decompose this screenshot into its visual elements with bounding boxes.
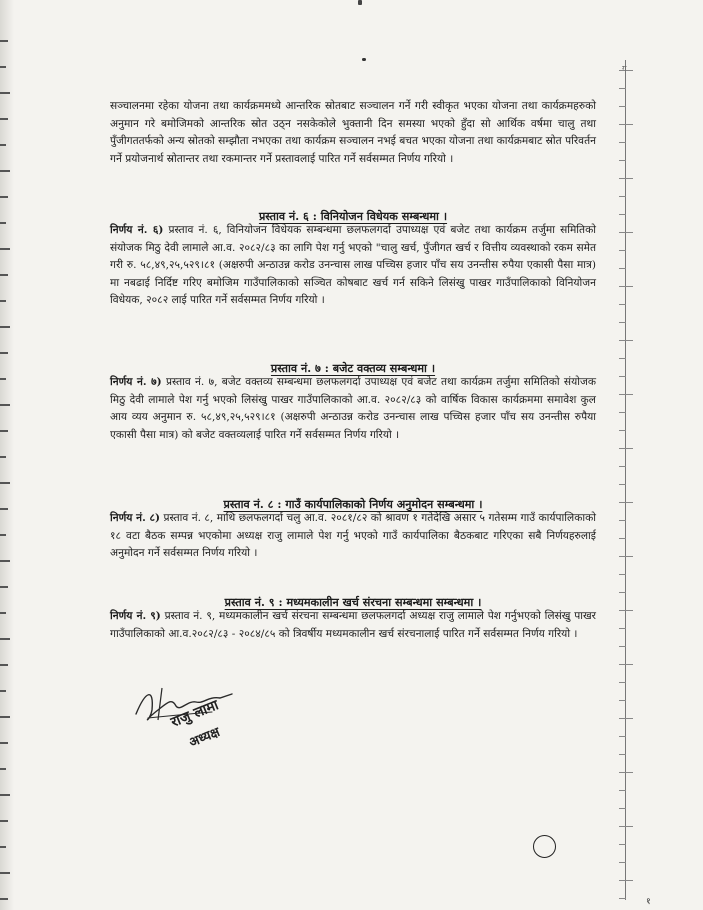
edge-tick (0, 612, 6, 614)
edge-tick (0, 794, 10, 796)
ruler-mark (619, 358, 626, 359)
edge-tick (0, 118, 8, 120)
ruler-mark (619, 808, 626, 809)
decision-label-7: निर्णय नं. ७) (110, 376, 162, 388)
edge-tick (0, 66, 6, 68)
ink-dot (362, 58, 366, 61)
signatory-designation: अध्यक्ष (187, 724, 223, 751)
ruler-mark (619, 628, 626, 629)
ruler-mark (619, 880, 633, 881)
circle-mark (533, 835, 556, 858)
binding-edge (0, 0, 14, 910)
edge-tick (0, 898, 8, 900)
ruler-mark (619, 376, 626, 377)
ruler-mark (619, 142, 626, 143)
ruler-mark (619, 664, 633, 665)
decision-label-8: निर्णय नं. ८) (110, 512, 161, 524)
edge-tick (0, 716, 10, 718)
ruler-mark (619, 790, 626, 791)
ruler-line (625, 60, 626, 900)
decision-paragraph-9 (110, 608, 596, 643)
edge-tick (0, 456, 6, 458)
ruler-mark (619, 268, 626, 269)
ruler-mark (619, 412, 626, 413)
edge-tick (0, 560, 10, 562)
section-title-9: प्रस्ताव नं. ९ : मध्यमकालीन खर्च संरचना सम्बन्धमा सम्बन्धमा । (224, 595, 482, 609)
edge-tick (0, 326, 10, 328)
ruler-mark (619, 520, 626, 521)
ruler-mark (619, 448, 633, 449)
ruler-mark (619, 304, 626, 305)
ruler-mark (619, 322, 626, 323)
edge-tick (0, 430, 8, 432)
ruler-mark (619, 844, 626, 845)
ruler-mark (619, 160, 626, 161)
ruler-mark (619, 340, 633, 341)
signatory-name: राजु लामा (168, 697, 221, 731)
edge-tick (0, 40, 8, 42)
edge-tick (0, 846, 6, 848)
edge-tick (0, 820, 8, 822)
decision-text-9: प्रस्ताव नं. ९, मध्यमकालीन खर्च संरचना सम्बन्धमा छलफलगर्दा अध्यक्ष राजु लामाले पेश गर्नुभएको लिसंखु पाखर गाउँपालिकाको आ.व.२०८२/८३ - २०८४/८५ को त्रिवर्षीय मध्यमकालीन खर्च संरचनालाई पारित गर्ने सर्वसम्मत निर्णय गरियो । (110, 610, 596, 640)
edge-tick (0, 872, 10, 874)
decision-paragraph-6 (110, 222, 596, 310)
ruler-mark (619, 178, 633, 179)
ruler-mark (619, 646, 626, 647)
ruler-mark (619, 556, 633, 557)
edge-tick (0, 352, 8, 354)
decision-paragraph-7 (110, 374, 596, 444)
decision-paragraph-8 (110, 510, 596, 563)
edge-tick (0, 404, 10, 406)
ruler-mark (619, 610, 633, 611)
corner-mark: ग (622, 64, 627, 73)
edge-tick (0, 170, 10, 172)
edge-tick (0, 196, 8, 198)
ruler-mark (619, 538, 626, 539)
edge-tick (0, 482, 10, 484)
ruler-mark (619, 682, 626, 683)
ruler-mark (619, 736, 626, 737)
ruler-mark (619, 754, 626, 755)
ruler-mark (619, 214, 626, 215)
section-title-7: प्रस्ताव नं. ७ : बजेट वक्तव्य सम्बन्धमा । (270, 361, 436, 375)
ruler-mark (619, 772, 633, 773)
ruler-mark (619, 106, 626, 107)
ruler-marks (603, 0, 703, 910)
edge-tick (0, 274, 8, 276)
ruler-mark (619, 826, 633, 827)
decision-text-7: प्रस्ताव नं. ७, बजेट वक्तव्य सम्बन्धमा छलफलगर्दा उपाध्यक्ष एवं बजेट तथा कार्यक्रम तर्जुमा समितिको संयोजक मिठु देवी लामाले पेश गर्नु भएको लिसंखु पाखर गाउँपालिकाको आ.व. २०८२/८३ को वार्षिक विकास कार्यक्रममा समावेश कुल आय व्यय अनुमान रु. ५८,४९,२५,५२९।८१ (अक्षरुपी अन्ठाउन्न करोड उनन्चास लाख पच्चिस हजार पाँच सय उनन्तीस रुपैया एकासी पैसा मात्र) को बजेट वक्तव्यलाई पारित गर्ने सर्वसम्मत निर्णय गरियो । (110, 376, 596, 441)
edge-tick (0, 222, 6, 224)
ruler-mark (619, 484, 626, 485)
ruler-mark (619, 196, 626, 197)
decision-label-6: निर्णय नं. ६) (110, 224, 164, 236)
decision-label-9: निर्णय नं. ९) (110, 610, 161, 622)
edge-tick (0, 534, 6, 536)
ruler-mark (619, 862, 626, 863)
ruler-mark (619, 466, 626, 467)
page-number: १ (646, 897, 651, 907)
edge-tick (0, 144, 6, 146)
scan-mark (358, 0, 362, 5)
ruler-mark (619, 232, 633, 233)
edge-tick (0, 92, 10, 94)
edge-tick (0, 742, 8, 744)
ruler-mark (619, 574, 626, 575)
edge-tick (0, 690, 6, 692)
edge-tick (0, 378, 6, 380)
decision-text-8: प्रस्ताव नं. ८, माथि छलफलगर्दा चलु आ.व. २०८१/८२ को श्रावण १ गतेदेखि असार ५ गतेसम्म गाउँ कार्यपालिकाको १८ वटा बैठक सम्पन्न भएकोमा अध्यक्ष राजु लामाले पेश गर्नु भएको गाउँ कार्यपालिका बैठकबाट गरिएका सबै निर्णयहरुलाई अनुमोदन गर्ने सर्वसम्मत निर्णय गरियो । (110, 512, 596, 560)
ruler-mark (619, 430, 626, 431)
ruler-mark (619, 700, 626, 701)
ruler-mark (619, 898, 626, 899)
edge-tick (0, 508, 8, 510)
ruler-mark (619, 394, 633, 395)
edge-tick (0, 586, 8, 588)
decision-text-6: प्रस्ताव नं. ६, विनियोजन विधेयक सम्बन्धमा छलफलगर्दा उपाध्यक्ष एवं बजेट तथा कार्यक्रम तर्जुमा समितिको संयोजक मिठु देवी लामाले आ.व. २०८२/८३ का लागि पेश गर्नु भएको "चालु खर्च, पुँजीगत खर्च र वित्तीय व्यवस्थाको रकम समेत गरी रु. ५८,४९,२५,५२९।८१ (अक्षरुपी अन्ठाउन्न करोड उनन्चास लाख पच्चिस हजार पाँच सय उनन्तीस रुपैया एकासी पैसा मात्र) मा नबढाई निर्दिष्ट गरिए बमोजिम गाउँपालिकाको सञ्चित कोषबाट खर्च गर्न सकिने लिसंखु पाखर गाउँपालिकाको विनियोजन विधेयक, २०८२ लाई पारित गर्ने सर्वसम्मत निर्णय गरियो । (110, 224, 596, 307)
ruler-mark (619, 592, 626, 593)
ruler-mark (619, 718, 633, 719)
ruler-mark (619, 502, 633, 503)
signature-block (128, 680, 278, 790)
intro-paragraph: सञ्चालनमा रहेका योजना तथा कार्यक्रममध्ये आन्तरिक स्रोतबाट सञ्चालन गर्ने गरी स्वीकृत भएका योजना तथा कार्यक्रमहरुको अनुमान गरे बमोजिमको आन्तरिक स्रोत उठ्न नसकेकोले भुक्तानी दिन समस्या भएको हुँदा सो आर्थिक वर्षमा चालु तथा पुँजीगततर्फको अन्य स्रोतको सम्झौता नभएका तथा कार्यक्रम सञ्चालन नभई बचत भएका योजना तथा कार्यक्रमबाट स्रोत परिवर्तन गर्ने प्रयोजनार्थ स्रोतान्तर तथा रकमान्तर गर्ने प्रस्तावलाई पारित गर्ने सर्वसम्मत निर्णय गरियो । (110, 100, 596, 165)
section-title-8: प्रस्ताव नं. ८ : गाउँ कार्यपालिकाको निर्णय अनुमोदन सम्बन्धमा । (223, 497, 483, 511)
ruler-mark (619, 250, 626, 251)
edge-tick (0, 638, 10, 640)
edge-tick (0, 248, 10, 250)
section-title-6: प्रस्ताव नं. ६ : विनियोजन विधेयक सम्बन्धमा । (258, 209, 448, 223)
ruler-mark (619, 286, 633, 287)
edge-tick (0, 300, 6, 302)
ruler-mark (619, 88, 626, 89)
edge-tick (0, 664, 8, 666)
ruler-mark (619, 124, 633, 125)
edge-tick (0, 768, 6, 770)
